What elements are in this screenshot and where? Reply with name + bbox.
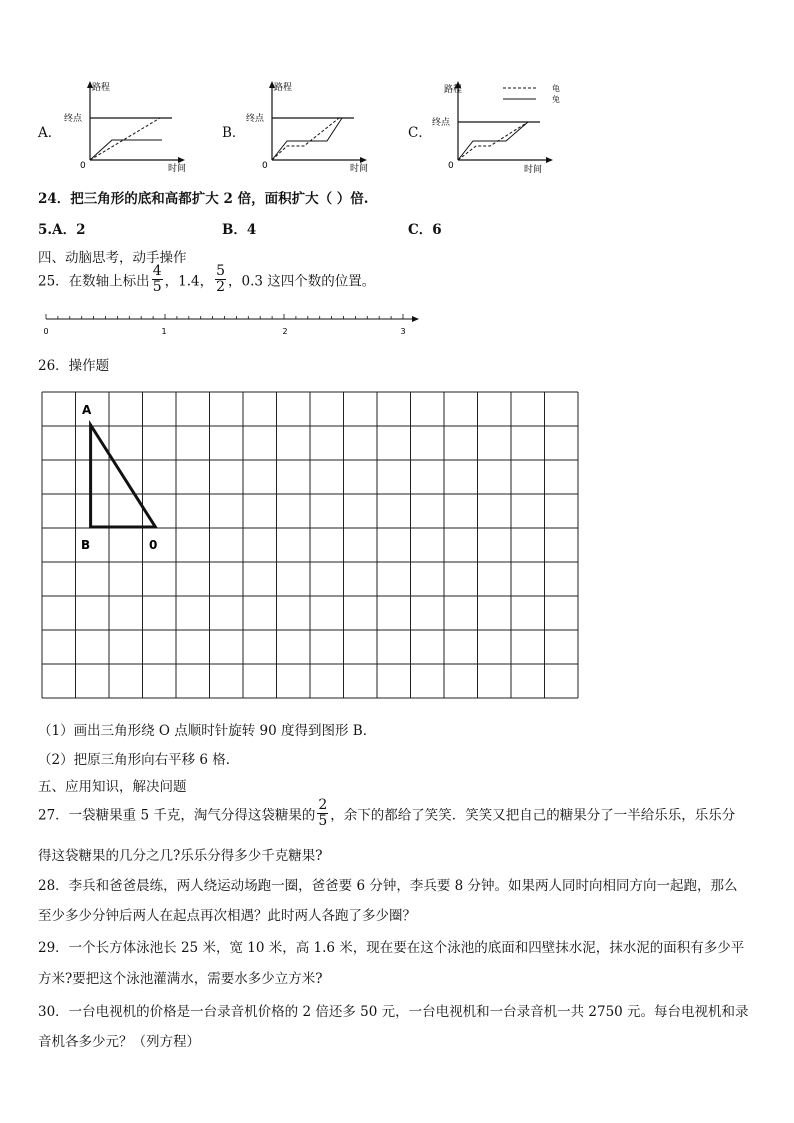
tick-label-1: 1	[161, 327, 167, 336]
q27-suffix: ，余下的都给了笑笑．笑笑又把自己的糖果分了一半给乐乐，乐乐分	[330, 807, 736, 824]
origin-label: 0	[448, 161, 454, 171]
q26-sub1: （1）画出三角形绕 O 点顺时针旋转 90 度得到图形 B．	[38, 723, 377, 739]
fraction-four-fifths	[152, 264, 163, 296]
q24-text: 24．把三角形的底和高都扩大 2 倍，面积扩大（ ）倍.	[38, 191, 369, 207]
q27-line2: 得这袋糖果的几分之几?乐乐分得多少千克糖果?	[38, 848, 323, 864]
section-5-heading: 五、应用知识，解决问题	[38, 779, 187, 795]
option-b-graph	[242, 78, 372, 173]
option-a-graph	[60, 78, 190, 173]
q26-sub2: （2）把原三角形向右平移 6 格．	[38, 752, 240, 768]
q27-prefix: 27．一袋糖果重 5 千克，淘气分得这袋糖果的	[38, 807, 316, 824]
fraction-denominator: 5	[318, 813, 328, 830]
q29-line2: 方米?要把这个泳池灌满水，需要水多少立方米?	[38, 971, 323, 987]
axis-x-label: 时间	[168, 164, 187, 173]
q28-line1: 28．李兵和爸爸晨练，两人绕运动场跑一圈，爸爸要 6 分钟，李兵要 8 分钟。如果两人同时向相同方向一起跑，那么	[38, 878, 738, 894]
q24-option-b: B．4	[222, 222, 257, 238]
fraction-five-halves	[215, 264, 226, 296]
origin-label: 0	[262, 161, 268, 171]
axis-y-label: 路程	[92, 83, 111, 93]
fraction-numerator: 5	[216, 263, 226, 279]
section-4-heading: 四、动脑思考，动手操作	[38, 250, 187, 266]
option-c-label: C．	[408, 125, 432, 141]
end-label: 终点	[64, 114, 83, 124]
axis-y-label: 路程	[274, 83, 293, 93]
q25-text	[38, 263, 376, 298]
option-a-label: A．	[38, 125, 62, 141]
legend-solid-label: 兔	[552, 95, 560, 104]
axis-x-label: 时间	[350, 164, 369, 173]
q25-mid: ，1.4，	[164, 273, 214, 290]
end-label: 终点	[246, 114, 265, 124]
q24-option-a: 5.A．2	[38, 222, 86, 238]
q30-line1: 30．一台电视机的价格是一台录音机价格的 2 倍还多 50 元，一台电视机和一台录音机一共 2750 元。每台电视机和录	[38, 1004, 749, 1020]
q25-suffix: ，0.3 这四个数的位置。	[228, 273, 376, 290]
fraction-numerator: 2	[318, 797, 328, 813]
q25-prefix: 25．在数轴上标出	[38, 273, 150, 290]
legend-dashed-label: 龟	[552, 84, 560, 93]
fraction-two-fifths	[317, 798, 328, 830]
grid-lines	[42, 392, 578, 698]
point-o-label: 0	[149, 538, 158, 552]
q30-line2: 音机各多少元？（列方程）	[38, 1034, 200, 1050]
option-b-label: B．	[222, 125, 246, 141]
option-c-graph	[428, 78, 573, 173]
number-line	[36, 310, 426, 340]
tick-label-2: 2	[282, 327, 288, 336]
point-a-label: A	[82, 403, 92, 417]
q28-line2: 至少多少分钟后两人在起点再次相遇？此时两人各跑了多少圈？	[38, 908, 416, 924]
q27-line1	[38, 797, 736, 832]
axis-y-label: 路程	[444, 85, 463, 95]
fraction-denominator: 2	[216, 279, 226, 296]
tick-label-3: 3	[400, 327, 406, 336]
operation-grid	[41, 391, 579, 699]
q29-line1: 29．一个长方体泳池长 25 米，宽 10 米，高 1.6 米，现在要在这个泳池的底面和四壁抹水泥，抹水泥的面积有多少平	[38, 940, 745, 956]
number-line-minor-ticks	[46, 314, 403, 319]
fraction-numerator: 4	[152, 263, 162, 279]
q26-title: 26．操作题	[38, 358, 110, 374]
end-label: 终点	[432, 118, 451, 128]
point-b-label: B	[81, 538, 91, 552]
axis-x-label: 时间	[524, 165, 543, 173]
triangle-abo	[91, 425, 156, 527]
q24-option-c: C．6	[408, 222, 442, 238]
tick-label-0: 0	[43, 327, 49, 336]
fraction-denominator: 5	[152, 279, 162, 296]
origin-label: 0	[80, 161, 86, 171]
